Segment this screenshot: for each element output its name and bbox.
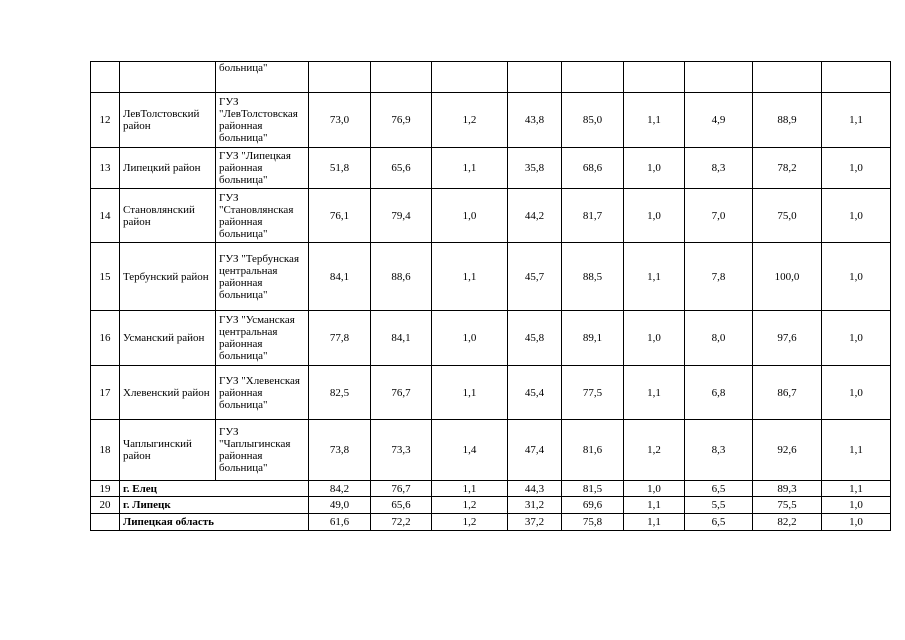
value-cell: 68,6 [562,148,624,189]
value-cell: 1,1 [432,481,508,497]
value-cell [309,62,371,93]
value-cell: 43,8 [508,93,562,148]
district-name: Липецкий район [120,148,216,189]
value-cell: 1,0 [822,189,891,243]
district-name: Усманский район [120,311,216,366]
value-cell: 6,5 [685,514,753,531]
value-cell [371,62,432,93]
value-cell: 1,1 [432,366,508,420]
value-cell: 6,5 [685,481,753,497]
value-cell: 1,2 [432,93,508,148]
value-cell: 1,0 [822,514,891,531]
value-cell: 65,6 [371,148,432,189]
value-cell [562,62,624,93]
value-cell: 76,7 [371,366,432,420]
value-cell: 1,0 [822,311,891,366]
row-number: 19 [91,481,120,497]
value-cell: 1,0 [822,497,891,514]
organization-name: ГУЗ "Тербунская центральная районная больница" [216,243,309,311]
value-cell: 5,5 [685,497,753,514]
value-cell: 8,3 [685,148,753,189]
row-number: 15 [91,243,120,311]
value-cell: 1,2 [432,514,508,531]
value-cell: 65,6 [371,497,432,514]
value-cell: 78,2 [753,148,822,189]
value-cell: 86,7 [753,366,822,420]
value-cell: 1,1 [432,243,508,311]
value-cell: 81,5 [562,481,624,497]
table-row [91,366,891,420]
value-cell [685,62,753,93]
value-cell: 61,6 [309,514,371,531]
value-cell: 82,5 [309,366,371,420]
table-row [91,93,891,148]
row-number: 16 [91,311,120,366]
value-cell: 84,1 [371,311,432,366]
value-cell: 69,6 [562,497,624,514]
value-cell: 1,0 [822,148,891,189]
value-cell: 1,0 [624,311,685,366]
value-cell: 81,6 [562,420,624,481]
district-name: Становлянский район [120,189,216,243]
summary-label: Липецкая область [120,514,309,531]
value-cell: 77,5 [562,366,624,420]
value-cell: 1,0 [432,189,508,243]
value-cell: 1,0 [822,366,891,420]
value-cell: 35,8 [508,148,562,189]
value-cell: 31,2 [508,497,562,514]
value-cell: 75,5 [753,497,822,514]
value-cell: 45,7 [508,243,562,311]
table-row [91,420,891,481]
value-cell: 1,4 [432,420,508,481]
value-cell: 75,8 [562,514,624,531]
value-cell: 8,0 [685,311,753,366]
value-cell [624,62,685,93]
value-cell: 81,7 [562,189,624,243]
row-number [91,62,120,93]
value-cell: 100,0 [753,243,822,311]
value-cell: 1,1 [624,243,685,311]
value-cell: 49,0 [309,497,371,514]
value-cell: 73,3 [371,420,432,481]
value-cell: 1,0 [432,311,508,366]
table-row [91,243,891,311]
statistics-table [90,61,891,531]
value-cell: 88,6 [371,243,432,311]
value-cell: 89,1 [562,311,624,366]
value-cell: 44,3 [508,481,562,497]
district-name: Чаплыгинский район [120,420,216,481]
value-cell: 79,4 [371,189,432,243]
value-cell: 1,0 [624,189,685,243]
value-cell: 1,1 [624,497,685,514]
value-cell: 45,8 [508,311,562,366]
value-cell [822,62,891,93]
value-cell: 1,0 [822,243,891,311]
district-name: ЛевТолстовский район [120,93,216,148]
value-cell: 6,8 [685,366,753,420]
value-cell: 47,4 [508,420,562,481]
value-cell [432,62,508,93]
row-number: 13 [91,148,120,189]
table-row [91,311,891,366]
value-cell: 88,9 [753,93,822,148]
value-cell: 45,4 [508,366,562,420]
value-cell: 76,7 [371,481,432,497]
value-cell: 85,0 [562,93,624,148]
summary-label: г. Елец [120,481,309,497]
summary-row [91,497,891,514]
organization-name: ГУЗ "Чаплыгинская районная больница" [216,420,309,481]
summary-row [91,514,891,531]
value-cell: 1,1 [624,93,685,148]
value-cell: 84,2 [309,481,371,497]
organization-name: ГУЗ "ЛевТолстовская районная больница" [216,93,309,148]
organization-name: ГУЗ "Хлевенская районная больница" [216,366,309,420]
value-cell: 73,0 [309,93,371,148]
value-cell: 76,1 [309,189,371,243]
row-number: 18 [91,420,120,481]
value-cell: 92,6 [753,420,822,481]
value-cell: 1,0 [624,481,685,497]
value-cell: 1,2 [432,497,508,514]
district-name: Тербунский район [120,243,216,311]
value-cell: 72,2 [371,514,432,531]
value-cell: 84,1 [309,243,371,311]
row-number: 17 [91,366,120,420]
value-cell: 88,5 [562,243,624,311]
value-cell: 8,3 [685,420,753,481]
value-cell [753,62,822,93]
row-number [91,514,120,531]
value-cell: 51,8 [309,148,371,189]
value-cell: 1,1 [822,481,891,497]
value-cell: 73,8 [309,420,371,481]
table-row [91,189,891,243]
value-cell: 1,1 [822,93,891,148]
value-cell: 82,2 [753,514,822,531]
organization-name: ГУЗ "Усманская центральная районная больница" [216,311,309,366]
value-cell: 4,9 [685,93,753,148]
value-cell: 1,0 [624,148,685,189]
row-number: 12 [91,93,120,148]
summary-row [91,481,891,497]
value-cell: 37,2 [508,514,562,531]
value-cell: 1,1 [624,514,685,531]
table-row [91,62,891,93]
district-name: Хлевенский район [120,366,216,420]
value-cell: 1,1 [624,366,685,420]
value-cell: 7,8 [685,243,753,311]
organization-name: больница" [216,62,309,93]
value-cell: 44,2 [508,189,562,243]
district-name [120,62,216,93]
value-cell: 7,0 [685,189,753,243]
organization-name: ГУЗ "Липецкая районная больница" [216,148,309,189]
row-number: 20 [91,497,120,514]
value-cell: 75,0 [753,189,822,243]
table-row [91,148,891,189]
value-cell: 76,9 [371,93,432,148]
value-cell [508,62,562,93]
value-cell: 1,1 [822,420,891,481]
organization-name: ГУЗ "Становлянская районная больница" [216,189,309,243]
value-cell: 1,1 [432,148,508,189]
summary-label: г. Липецк [120,497,309,514]
row-number: 14 [91,189,120,243]
value-cell: 89,3 [753,481,822,497]
value-cell: 97,6 [753,311,822,366]
value-cell: 77,8 [309,311,371,366]
value-cell: 1,2 [624,420,685,481]
